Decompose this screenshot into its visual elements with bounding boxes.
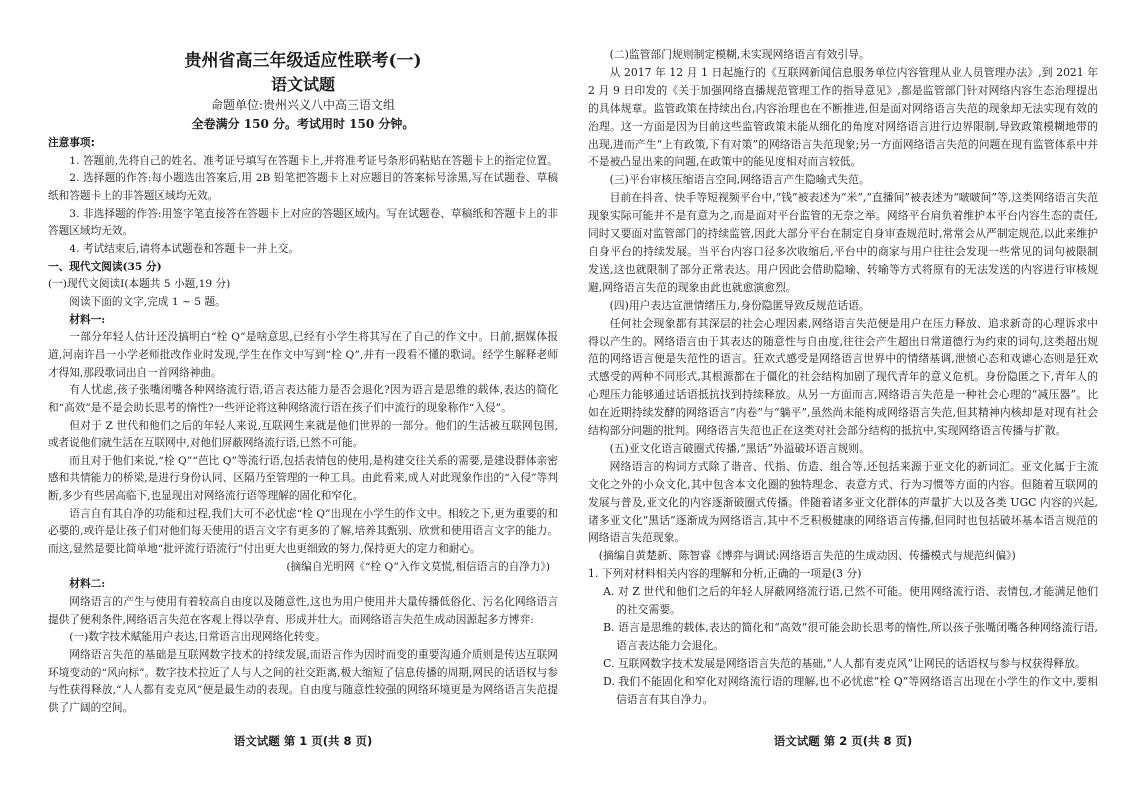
note-item: 3. 非选择题的作答:用签字笔直接答在答题卡上对应的答题区域内。写在试题卷、草稿纸和答题卡上的非答题区域均无效。 — [48, 206, 558, 238]
sub-section-heading: (一)现代文阅读Ⅰ(本题共 5 小题,19 分) — [48, 277, 231, 291]
question-option-b: B. 语言是思维的载体,表达的简化和“高效”很可能会助长思考的惰性,所以孩子张嘴闭嘴各种网络流行语,语言表达能力会退化。 — [603, 621, 1098, 652]
material2-source: (摘编自黄楚新、陈智睿《博弈与调试:网络语言失范的生成动因、传播模式与规范纠偏》) — [598, 549, 1016, 563]
question-option-a: A. 对 Z 世代和他们之后的年轻人屏蔽网络流行语,已然不可能。使用网络流行语、表情包,才能满足他们的社交需要。 — [603, 585, 1098, 617]
material1-paragraph: 有人忧虑,孩子张嘴闭嘴各种网络流行语,语言表达能力是否会退化?因为语言是思维的载体,表达的简化和“高效”是不是会助长思考的惰性?一些评论将这种网络流行语在孩子们中流行的现象称作“入侵”。 — [48, 383, 558, 414]
material2-paragraph: 网络语言失范的基础是互联网数字技术的持续发展,而语言作为因时而变的重要沟通介质则是传达互联网环境变动的“风向标”。数字技术拉近了人与人之间的社交距离,极大缩短了信息传播的周期,网民的话语权与参与性获得释放,“人人都有麦克风”便是最生动的表现。自由度与随意性较强的网络环境更是为网络语言失范提供了广阔的空间。 — [48, 648, 558, 714]
question-option-c: C. 互联网数字技术发展是网络语言失范的基础,“人人都有麦克风”让网民的话语权与参与权获得释放。 — [603, 656, 1086, 670]
question-option-d: D. 我们不能固化和窄化对网络流行语的理解,也不必忧虑“栓 Q”等网络语言出现在小学生的作文中,要相信语言有其自净力。 — [603, 674, 1098, 706]
material1-paragraph: 但对于 Z 世代和他们之后的年轻人来说,互联网生来就是他们世界的一部分。他们的生活被互联网包围,或者说他们就生活在互联网中,对他们屏蔽网络流行语,已然不可能。 — [48, 418, 558, 450]
score-info: 全卷满分 150 分。考试用时 150 分钟。 — [191, 117, 415, 131]
page-footer-right: 语文试题 第 2 页(共 8 页) — [773, 734, 913, 748]
material2-paragraph: 从 2017 年 12 月 1 日起施行的《互联网新闻信息服务单位内容管理从业人员管理办法》,到 2021 年 2 月 9 日印发的《关于加强网络直播规范管理工作的指导意见》,都是监管部门针对网络内容生态治理提出的具体规章。监管政策在持续出台,内容治理也在不断推进,但是面对网络语言失范的现象却无法实现有效的治理。这一方面是因为目前这些监管政策未能从细化的角度对网络语言进行边界限制,导致政策模糊地带的出现,进而产生“上有政策,下有对策”的网络语言失范现象;另一方面网络语言失范的问题在现有监管体系中并不是被凸显出来的问题,在政策中的能见度相对而言较低。 — [588, 65, 1098, 169]
subject-title: 语文试题 — [270, 75, 335, 94]
section-heading: 一、现代文阅读(35 分) — [48, 259, 162, 273]
material2-paragraph: 目前在抖音、快手等短视频平台中,“钱”被表述为“米”,“直播间”被表述为“啵啵间”等,这类网络语言失范现象实际可能并不是有意为之,而是面对平台监管的无奈之举。网络平台肩负着维护本平台内容生态的责任,同时又要面对监管部门的持续监管,因此大部分平台在制定自身审查规范时,常常会从严制定规范,以此来维护自身平台的持续发展。当平台内容口径多次收缩后,平台中的商家与用户往往会发现一些常见的词句被限制发送,这也就限制了部分正常表达。用户因此会借助隐喻、转喻等方式将原有的无法发送的内容进行审核规避,网络语言失范的现象由此也就愈演愈烈。 — [588, 191, 1098, 294]
page-left — [48, 46, 558, 717]
reading-instruction: 阅读下面的文字,完成 1 ~ 5 题。 — [69, 294, 226, 308]
notes-heading: 注意事项: — [48, 136, 95, 149]
material2-subheading: (五)亚文化语言破圈式传播,“黑话”外溢破坏语言规则。 — [609, 441, 871, 455]
material1-source: (摘编自光明网《“栓 Q”入作文莫慌,相信语言的自净力》) — [286, 559, 550, 573]
page-footer-left: 语文试题 第 1 页(共 8 页) — [233, 734, 373, 748]
exam-title: 贵州省高三年级适应性联考(一) — [184, 51, 422, 71]
note-item: 1. 答题前,先将自己的姓名、准考证号填写在答题卡上,并将准考证号条形码粘贴在答题卡上的指定位置。 — [69, 153, 558, 167]
material2-label: 材料二: — [69, 577, 106, 591]
question-stem: 1. 下列对材料相关内容的理解和分析,正确的一项是(3 分) — [588, 567, 862, 581]
material1-label: 材料一: — [69, 312, 106, 326]
note-item: 4. 考试结束后,请将本试题卷和答题卡一并上交。 — [69, 241, 300, 255]
page-right — [588, 46, 1098, 709]
material2-subheading: (一)数字技术赋能用户表达,日常语言出现网络化转变。 — [69, 630, 326, 644]
author-unit: 命题单位:贵州兴义八中高三语文组 — [210, 98, 396, 112]
material1-paragraph: 语言自有其自净的功能和过程,我们大可不必忧虑“栓 Q”出现在小学生的作文中。相较之下,更为重要的和必要的,或许是让孩子们对他们每天使用的语言文字有更多的了解,培养其甄别、欣赏和使用语言文字的能力。而这,显然是要比简单地“批评流行语流行”付出更大也更细致的努力,保持更大的定力和耐心。 — [48, 506, 558, 556]
material1-paragraph: 一部分年轻人估计还没搞明白“栓 Q”是啥意思,已经有小学生将其写在了自己的作文中。日前,据媒体报道,河南许昌一小学老师批改作业时发现,学生在作文中写到“栓 Q”,并有一段看不懂的歌词。经学生解释老师才得知,那段歌词出自一首网络神曲。 — [48, 330, 558, 379]
note-item: 2. 选择题的作答:每小题选出答案后,用 2B 铅笔把答题卡上对应题目的答案标号涂黑,写在试题卷、草稿纸和答题卡上的非答题区域均无效。 — [48, 171, 558, 202]
material2-paragraph: 网络语言的产生与使用有着较高自由度以及随意性,这也为用户使用并大量传播低俗化、污名化网络语言提供了便利条件,网络语言失范在客观上得以孕育、形成并壮大。而网络语言失范生成动因源起多方博弈: — [48, 595, 558, 626]
material2-paragraph: 网络语言的构词方式除了谐音、代指、仿造、组合等,还包括来源于亚文化的新词汇。亚文化属于主流文化之外的小众文化,其中包含本文化圈的独特理念、表意方式、行为习惯等方面的内容。但随着互联网的发展与普及,亚文化的内容逐渐破圈式传播。伴随着诸多亚文化群体的声量扩大以及各类 UGC 内容的兴起,诸多亚文化“黑话”逐渐成为网络语言,其中不乏积极健康的网络语言传播,但同时也包括破坏基本语言规范的网络语言失范现象。 — [588, 459, 1098, 545]
material2-subheading: (三)平台审核压缩语言空间,网络语言产生隐喻式失范。 — [609, 173, 870, 187]
material2-paragraph: 任何社会现象都有其深层的社会心理因素,网络语言失范便是用户在压力释放、追求新奇的心理诉求中得以产生的。网络语言由于其表达的随意性与自由度,往往会产生超出日常道德行为约束的词句,这类超出规范的网络语言便是失范性的语言。狂欢式感受是网络语言世界中的情绪基调,泄愤心态和戏谑心态则是狂欢式感受的两种不同形式,其根源都在于僵化的社会结构加剧了现代青年的意义危机。身份隐匿之下,青年人的心理压力能够通过话语抵抗找到持续释放。从另一方面而言,网络语言失范是一种社会心理的“减压器”。比如在近期持续发酵的网络语言“内卷”与“躺平”,虽然尚未能构成网络语言失范,但其精神内核却是对现有社会结构部分问题的批判。网络语言失范也正在这类对社会部分结构的抵抗中,实现网络语言传播与扩散。 — [588, 316, 1098, 438]
material1-paragraph: 而且对于他们来说,“栓 Q”“芭比 Q”等流行语,包括表情包的使用,是构建交往关系的需要,是建设群体亲密感和共情能力的桥梁,是进行身份认同、区隔乃至管理的一种工具。由此看来,成人对此现象作出的“入侵”等判断,多少有些居高临下,也显现出对网络流行语等理解的固化和窄化。 — [48, 453, 558, 503]
material2-subheading: (二)监管部门规则制定模糊,未实现网络语言有效引导。 — [609, 48, 870, 61]
material2-subheading: (四)用户表达宣泄情绪压力,身份隐匿导致反规范话语。 — [609, 298, 870, 312]
